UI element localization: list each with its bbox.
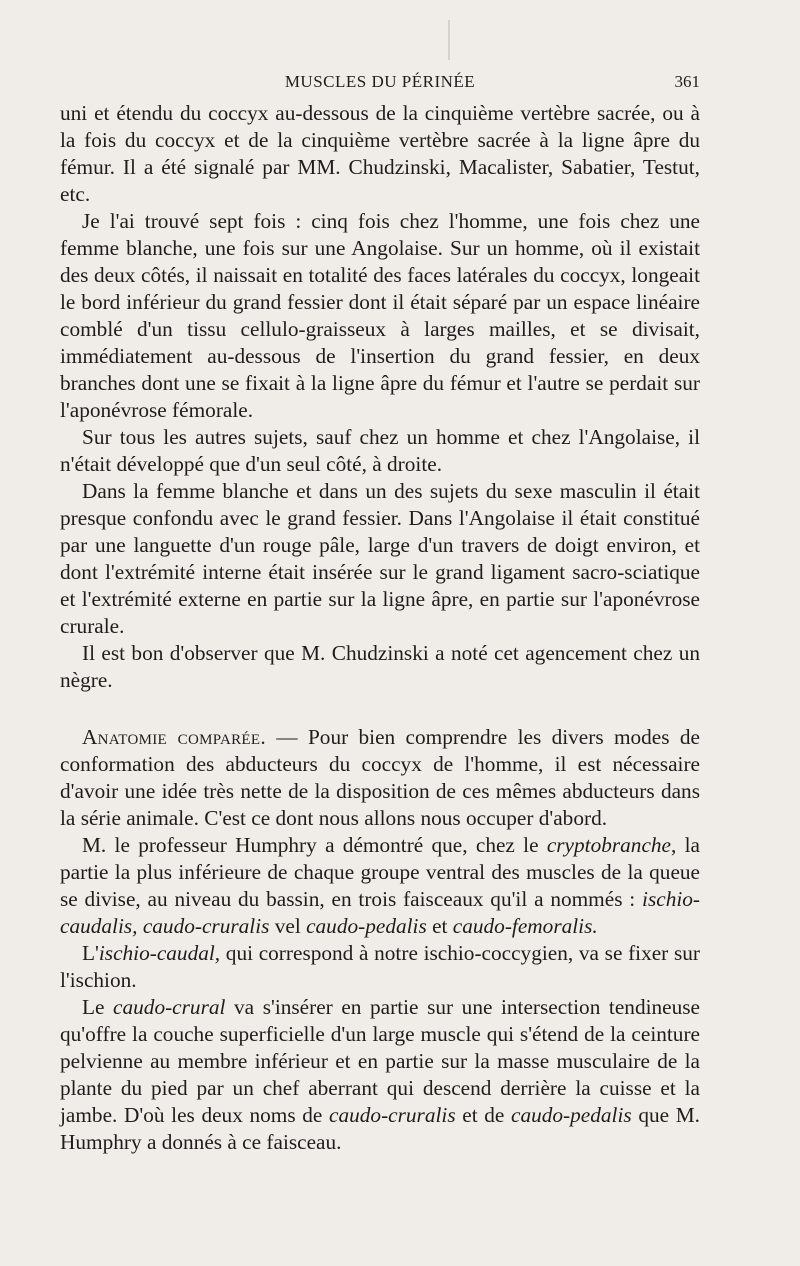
paragraph-caudo-crural (60, 994, 700, 1156)
paragraph-observations: Je l'ai trouvé sept fois : cinq fois chez l'homme, une fois chez une femme blanche, une fois sur une Angolaise. Sur un homme, où il existait des deux côtés, il naissait en totalité des faces latérales du coccyx, longeait le bord inférieur du grand fessier dont il était séparé par un espace linéaire comblé d'un tissu cellulo-graisseux à larges mailles, et se divisait, immédiatement au-dessous de l'insertion du grand fessier, en deux branches dont une se fixait à la ligne âpre du fémur et l'autre se perdait sur l'aponévrose fémorale. (60, 209, 700, 422)
term-caudo-pedalis-2: caudo-pedalis (511, 1103, 632, 1127)
term-caudo-femoralis: caudo-femoralis. (452, 914, 598, 938)
ischio-text-a: L' (82, 941, 99, 965)
humphry-text-a: M. le professeur Humphry a démontré que, chez le (82, 833, 547, 857)
running-head: MUSCLES DU PÉRINÉE (284, 72, 476, 91)
term-caudo-pedalis: caudo-pedalis (306, 914, 427, 938)
term-caudo-crural: caudo-crural (113, 995, 226, 1019)
paragraph-ischio-caudal (60, 940, 700, 994)
paragraph-continued: uni et étendu du coccyx au-dessous de la cinquième vertèbre sacrée, ou à la fois du coccyx et de la cinquième vertèbre sacrée à la ligne âpre du fémur. Il a été signalé par MM. Chudzinski, Macalister, Sabatier, Testut, etc. (60, 101, 700, 206)
section-gap (60, 694, 700, 724)
humphry-text-b: , la partie la plus inférieure de chaque groupe ventral des muscles de la queue se divise, au niveau du bassin, en trois faisceaux qu'il a nommés : (60, 833, 700, 911)
heading-dash: — (265, 725, 308, 749)
page-header (60, 70, 700, 96)
crural-text-d: que M. Humphry a donnés à ce faisceau. (60, 1103, 700, 1154)
paragraph-other-subjects: Sur tous les autres sujets, sauf chez un homme et chez l'Angolaise, il n'était développé que d'un seul côté, à droite. (60, 425, 700, 476)
section-intro-text: Pour bien comprendre les divers modes de conformation des abducteurs du coccyx de l'homme, il est nécessaire d'avoir une idée très nette de la disposition de ces mêmes abducteurs dans la série animale. C'est ce dont nous allons nous occuper d'abord. (60, 725, 700, 830)
term-ischio-caudalis: ischio-caudalis, caudo-cruralis (60, 887, 700, 938)
ischio-text-b: qui correspond à notre ischio-coccygien, va se fixer sur l'ischion. (60, 941, 700, 992)
paragraph-femme-blanche: Dans la femme blanche et dans un des sujets du sexe masculin il était presque confondu avec le grand fessier. Dans l'Angolaise il était constitué par une languette d'un rouge pâle, large d'un travers de doigt environ, et dont l'extrémité interne était insérée sur le grand ligament sacro-sciatique et l'extrémité externe en partie sur la ligne âpre, en partie sur l'aponévrose crurale. (60, 479, 700, 638)
term-caudo-cruralis: caudo-cruralis (329, 1103, 456, 1127)
humphry-text-d: et (426, 914, 453, 938)
page-number: 361 (674, 72, 700, 91)
paper-fold-mark (448, 20, 450, 60)
body-text (60, 100, 700, 1156)
term-cryptobranche: cryptobranche (546, 833, 672, 857)
term-ischio-caudal: ischio-caudal, (98, 941, 221, 965)
paragraph-chudzinski: Il est bon d'observer que M. Chudzinski a noté cet agencement chez un nègre. (60, 641, 700, 692)
paragraph-anatomie-comparee (60, 724, 700, 832)
crural-text-a: Le (82, 995, 114, 1019)
crural-text-b: va s'insérer en partie sur une intersection tendineuse qu'offre la couche superficielle d'un large muscle qui s'étend de la ceinture pelvienne au membre inférieur et en partie sur la masse musculaire de la plante du pied par un chef aberrant qui descend derrière la cuisse et la jambe. D'où les deux noms de (60, 995, 700, 1127)
paragraph-humphry (60, 832, 700, 940)
section-heading: Anatomie comparée. (82, 725, 266, 749)
crural-text-c: et de (455, 1103, 512, 1127)
humphry-text-c: vel (269, 914, 307, 938)
